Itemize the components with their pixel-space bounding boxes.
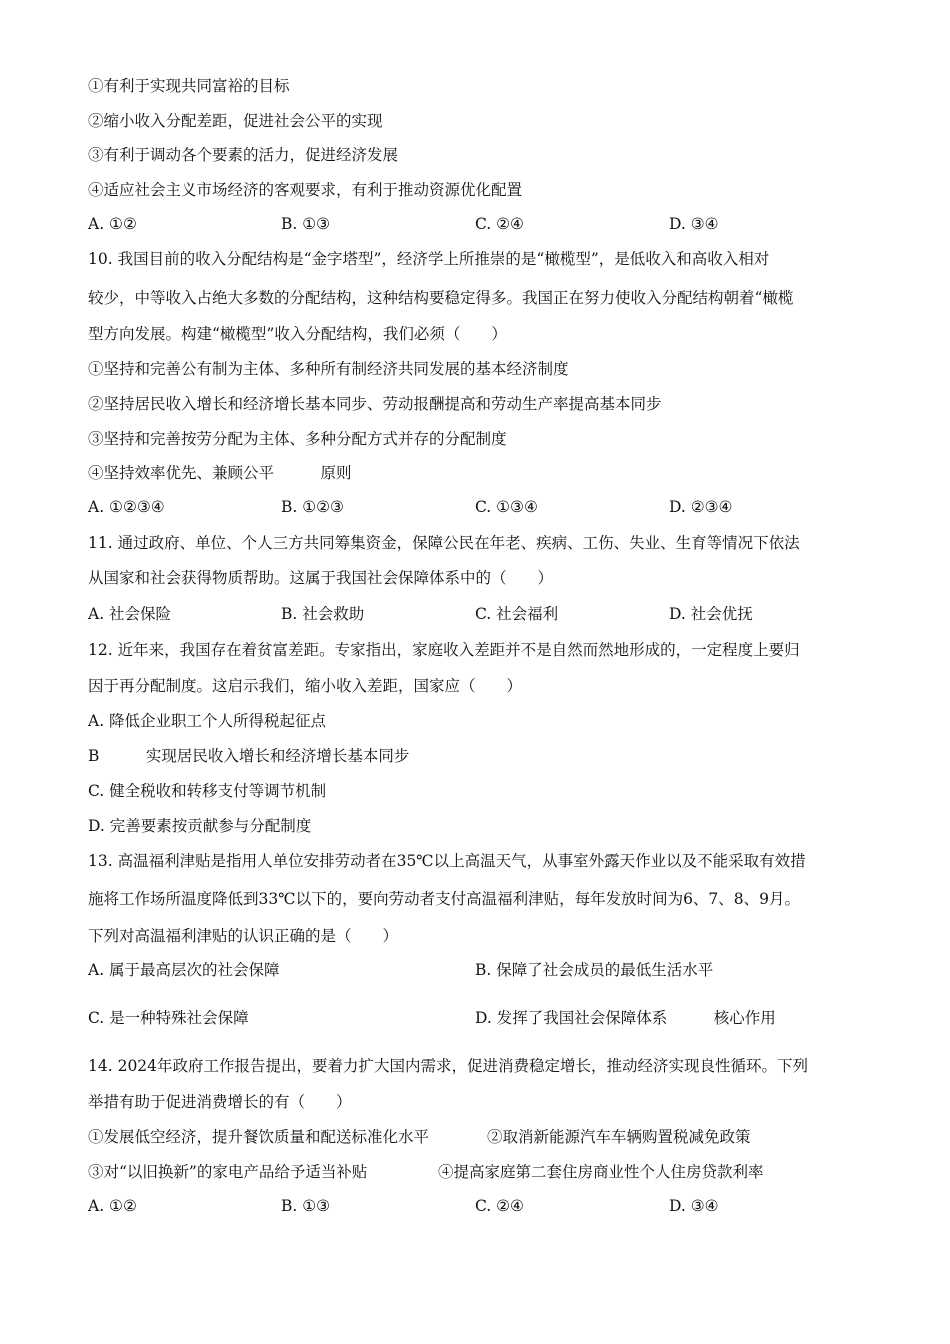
q9-item-4: ④适应社会主义市场经济的客观要求，有利于推动资源优化配置: [88, 181, 523, 199]
q9-option-b: B. ①③: [281, 215, 331, 233]
q14-option-b: B. ①③: [281, 1197, 331, 1215]
q11-option-d: D. 社会优抚: [669, 605, 753, 623]
q13-stem-line-1: 13. 高温福利津贴是指用人单位安排劳动者在35℃以上高温天气，从事室外露天作业以及不能采取有效措: [88, 852, 806, 870]
q12-option-b: B 实现居民收入增长和经济增长基本同步: [88, 747, 410, 765]
q10-item-2: ②坚持居民收入增长和经济增长基本同步、劳动报酬提高和劳动生产率提高基本同步: [88, 395, 662, 413]
q14-item-4: ④提高家庭第二套住房商业性个人住房贷款利率: [438, 1163, 764, 1181]
q14-option-d: D. ③④: [669, 1197, 719, 1215]
q11-stem-line-1: 11. 通过政府、单位、个人三方共同筹集资金，保障公民在年老、疾病、工伤、失业、生育等情况下依法: [88, 534, 800, 552]
q12-option-d: D. 完善要素按贡献参与分配制度: [88, 817, 312, 835]
q13-stem-line-2: 施将工作场所温度降低到33℃以下的，要向劳动者支付高温福利津贴，每年发放时间为6、7、8、9月。: [88, 890, 801, 908]
q10-stem-line-3: 型方向发展。构建“橄榄型”收入分配结构，我们必须（ ）: [88, 325, 507, 343]
q12-option-a: A. 降低企业职工个人所得税起征点: [88, 712, 327, 730]
q14-option-a: A. ①②: [88, 1197, 137, 1215]
q13-option-a: A. 属于最高层次的社会保障: [88, 961, 280, 979]
q9-option-c: C. ②④: [475, 215, 524, 233]
q14-item-3: ③对“以旧换新”的家电产品给予适当补贴: [88, 1163, 368, 1181]
q10-item-1: ①坚持和完善公有制为主体、多种所有制经济共同发展的基本经济制度: [88, 360, 569, 378]
q13-option-d: D. 发挥了我国社会保障体系 核心作用: [475, 1009, 776, 1027]
q10-option-c: C. ①③④: [475, 498, 538, 516]
q14-item-2: ②取消新能源汽车车辆购置税减免政策: [487, 1128, 751, 1146]
q11-stem-line-2: 从国家和社会获得物质帮助。这属于我国社会保障体系中的（ ）: [88, 569, 554, 587]
q10-item-3: ③坚持和完善按劳分配为主体、多种分配方式并存的分配制度: [88, 430, 507, 448]
q9-item-3: ③有利于调动各个要素的活力，促进经济发展: [88, 146, 399, 164]
q9-option-a: A. ①②: [88, 215, 137, 233]
q11-option-b: B. 社会救助: [281, 605, 365, 623]
q14-option-c: C. ②④: [475, 1197, 524, 1215]
q9-item-2: ②缩小收入分配差距，促进社会公平的实现: [88, 112, 383, 130]
q13-stem-line-3: 下列对高温福利津贴的认识正确的是（ ）: [88, 927, 399, 945]
q13-option-c: C. 是一种特殊社会保障: [88, 1009, 249, 1027]
q12-option-c: C. 健全税收和转移支付等调节机制: [88, 782, 327, 800]
q10-option-a: A. ①②③④: [88, 498, 165, 516]
q10-option-d: D. ②③④: [669, 498, 733, 516]
q10-stem-line-2: 较少，中等收入占绝大多数的分配结构，这种结构要稳定得多。我国正在努力使收入分配结构朝着“橄榄: [88, 289, 794, 307]
q10-stem-line-1: 10. 我国目前的收入分配结构是“金字塔型”，经济学上所推崇的是“橄榄型”，是低收入和高收入相对: [88, 250, 770, 268]
q9-item-1: ①有利于实现共同富裕的目标: [88, 77, 290, 95]
q12-stem-line-2: 因于再分配制度。这启示我们，缩小收入差距，国家应（ ）: [88, 677, 523, 695]
q14-stem-line-2: 举措有助于促进消费增长的有（ ）: [88, 1093, 352, 1111]
q14-item-1: ①发展低空经济，提升餐饮质量和配送标准化水平: [88, 1128, 430, 1146]
q11-option-c: C. 社会福利: [475, 605, 559, 623]
q12-stem-line-1: 12. 近年来，我国存在着贫富差距。专家指出，家庭收入差距并不是自然而然地形成的，一定程度上要归: [88, 641, 800, 659]
q9-option-d: D. ③④: [669, 215, 719, 233]
q11-option-a: A. 社会保险: [88, 605, 172, 623]
q14-stem-line-1: 14. 2024年政府工作报告提出，要着力扩大国内需求，促进消费稳定增长，推动经济实现良性循环。下列: [88, 1057, 809, 1075]
q10-item-4: ④坚持效率优先、兼顾公平 原则: [88, 464, 352, 482]
q10-option-b: B. ①②③: [281, 498, 344, 516]
q13-option-b: B. 保障了社会成员的最低生活水平: [475, 961, 714, 979]
